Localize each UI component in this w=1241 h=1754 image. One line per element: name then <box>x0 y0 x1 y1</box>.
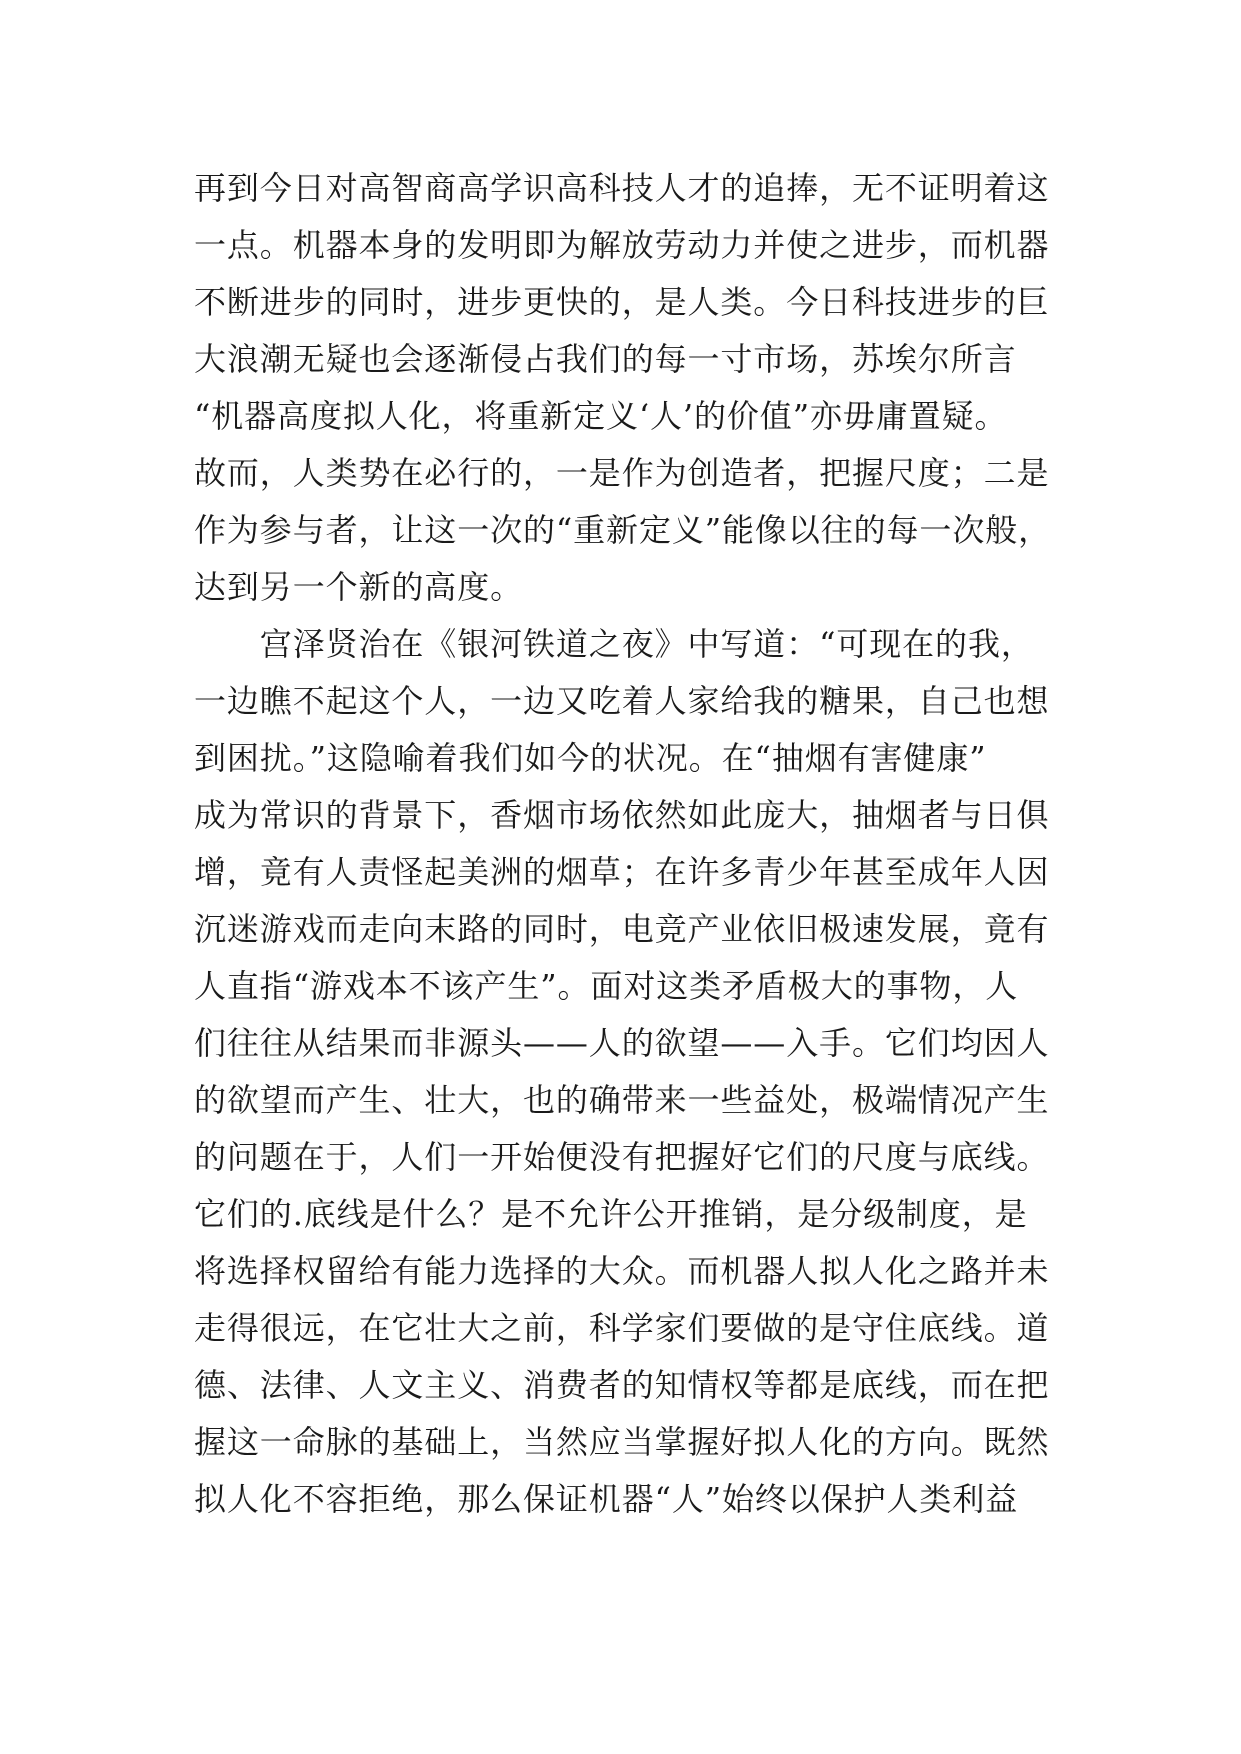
text-line: 的问题在于，人们一开始便没有把握好它们的尺度与底线。 <box>194 1138 1050 1176</box>
text-line: 人直指“游戏本不该产生”。面对这类矛盾极大的事物，人 <box>194 967 1019 1005</box>
text-line: 们往往从结果而非源头——人的欲望——入手。它们均因人 <box>194 1024 1050 1062</box>
text-line: 故而，人类势在必行的，一是作为创造者，把握尺度；二是 <box>194 454 1050 492</box>
text-line: 一点。机器本身的发明即为解放劳动力并使之进步，而机器 <box>194 226 1050 264</box>
text-line: 一边瞧不起这个人，一边又吃着人家给我的糖果，自己也想 <box>194 682 1050 720</box>
text-line: 沉迷游戏而走向末路的同时，电竞产业依旧极速发展，竟有 <box>194 910 1050 948</box>
text-line: 德、法律、人文主义、消费者的知情权等都是底线，而在把 <box>194 1366 1050 1404</box>
text-line: 将选择权留给有能力选择的大众。而机器人拟人化之路并未 <box>194 1252 1050 1290</box>
text-line: 到困扰。”这隐喻着我们如今的状况。在“抽烟有害健康” <box>194 739 987 777</box>
text-line: 再到今日对高智商高学识高科技人才的追捧，无不证明着这 <box>194 169 1050 207</box>
text-line: 不断进步的同时，进步更快的，是人类。今日科技进步的巨 <box>194 283 1050 321</box>
text-line: 达到另一个新的高度。 <box>194 568 524 606</box>
text-line: 成为常识的背景下，香烟市场依然如此庞大，抽烟者与日俱 <box>194 796 1050 834</box>
text-line: 增，竟有人责怪起美洲的烟草；在许多青少年甚至成年人因 <box>194 853 1050 891</box>
essay-body <box>194 160 1074 1528</box>
text-line: 它们的.底线是什么？是不允许公开推销，是分级制度，是 <box>194 1195 1028 1233</box>
text-line: 作为参与者，让这一次的“重新定义”能像以往的每一次般， <box>194 511 1052 549</box>
text-line: 走得很远，在它壮大之前，科学家们要做的是守住底线。道 <box>194 1309 1050 1347</box>
text-line: 大浪潮无疑也会逐渐侵占我们的每一寸市场，苏埃尔所言 <box>194 340 1017 378</box>
text-line: “机器高度拟人化，将重新定义‘人’的价值”亦毋庸置疑。 <box>194 397 1008 435</box>
paragraph-start-line: 宫泽贤治在《银河铁道之夜》中写道：“可现在的我， <box>194 625 1034 663</box>
text-line: 的欲望而产生、壮大，也的确带来一些益处，极端情况产生 <box>194 1081 1050 1119</box>
text-line: 握这一命脉的基础上，当然应当掌握好拟人化的方向。既然 <box>194 1423 1050 1461</box>
text-line: 拟人化不容拒绝，那么保证机器“人”始终以保护人类利益 <box>194 1480 1019 1518</box>
